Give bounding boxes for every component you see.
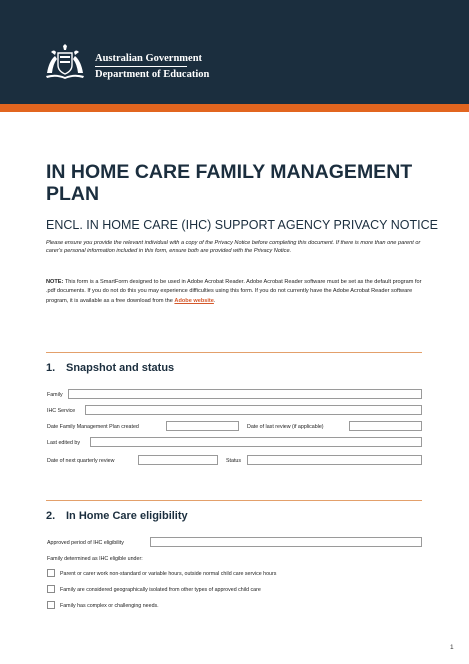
- section-1-title: Snapshot and status: [66, 362, 175, 374]
- approved-period-label: Approved period of IHC eligibility: [47, 540, 124, 546]
- status-field[interactable]: [247, 455, 422, 465]
- section-2-heading: [46, 510, 188, 522]
- coat-of-arms-icon: [44, 43, 86, 81]
- option-2-checkbox[interactable]: [47, 585, 55, 593]
- date-last-review-label: Date of last review (if applicable): [247, 424, 324, 430]
- department-name: Department of Education: [95, 69, 210, 80]
- page-subtitle: ENCL. IN HOME CARE (IHC) SUPPORT AGENCY PRIVACY NOTICE: [46, 218, 438, 232]
- option-2-label: Family are considered geographically isolated from other types of approved child care: [60, 587, 261, 593]
- option-1-checkbox[interactable]: [47, 569, 55, 577]
- section-2-title: In Home Care eligibility: [66, 510, 188, 522]
- page-number: 1: [450, 644, 454, 651]
- next-review-field[interactable]: [138, 455, 218, 465]
- approved-period-field[interactable]: [150, 537, 422, 547]
- next-review-label: Date of next quarterly review: [47, 458, 115, 464]
- option-1-label: Parent or carer work non-standard or variable hours, outside normal child care service hours: [60, 571, 277, 577]
- ihc-service-label: IHC Service: [47, 408, 76, 414]
- determined-label: Family determined as IHC eligible under:: [47, 556, 143, 562]
- family-field[interactable]: [68, 389, 422, 399]
- ihc-service-field[interactable]: [85, 405, 422, 415]
- header-banner: [0, 0, 469, 104]
- note-label: NOTE:: [46, 279, 64, 285]
- header-accent-stripe: [0, 104, 469, 112]
- last-edited-label: Last edited by: [47, 440, 80, 446]
- section-2-number: 2.: [46, 510, 56, 522]
- page-title: IN HOME CARE FAMILY MANAGEMENT PLAN: [46, 161, 413, 205]
- date-created-label: Date Family Management Plan created: [47, 424, 139, 430]
- note-text: This form is a SmartForm designed to be used in Adobe Acrobat Reader. Adobe Acrobat Reader software must be set as the default program for .pdf documents. If you do not do this you may experience difficulties using this form. If you do not currently have the Adobe Acrobat Reader software program, it is available as a free download from the: [46, 279, 422, 304]
- logo-divider: [95, 66, 187, 67]
- option-3-checkbox[interactable]: [47, 601, 55, 609]
- date-created-field[interactable]: [166, 421, 239, 431]
- option-3-label: Family has complex or challenging needs.: [60, 603, 159, 609]
- date-last-review-field[interactable]: [349, 421, 422, 431]
- family-label: Family: [47, 392, 63, 398]
- section-1-heading: [46, 362, 174, 374]
- last-edited-field[interactable]: [90, 437, 422, 447]
- status-label: Status: [226, 458, 242, 464]
- section-divider: [46, 352, 422, 353]
- adobe-website-link[interactable]: Adobe website: [174, 297, 214, 304]
- note-paragraph: [46, 278, 426, 306]
- intro-text: Please ensure you provide the relevant individual with a copy of the Privacy Notice before completing this document. If there is more than one parent or carer's personal information included in this form, ensure both are provided with the Privacy Notice.: [46, 240, 421, 255]
- government-name: Australian Government: [95, 53, 203, 64]
- section-divider: [46, 500, 422, 501]
- note-end: .: [213, 297, 216, 304]
- section-1-number: 1.: [46, 362, 56, 374]
